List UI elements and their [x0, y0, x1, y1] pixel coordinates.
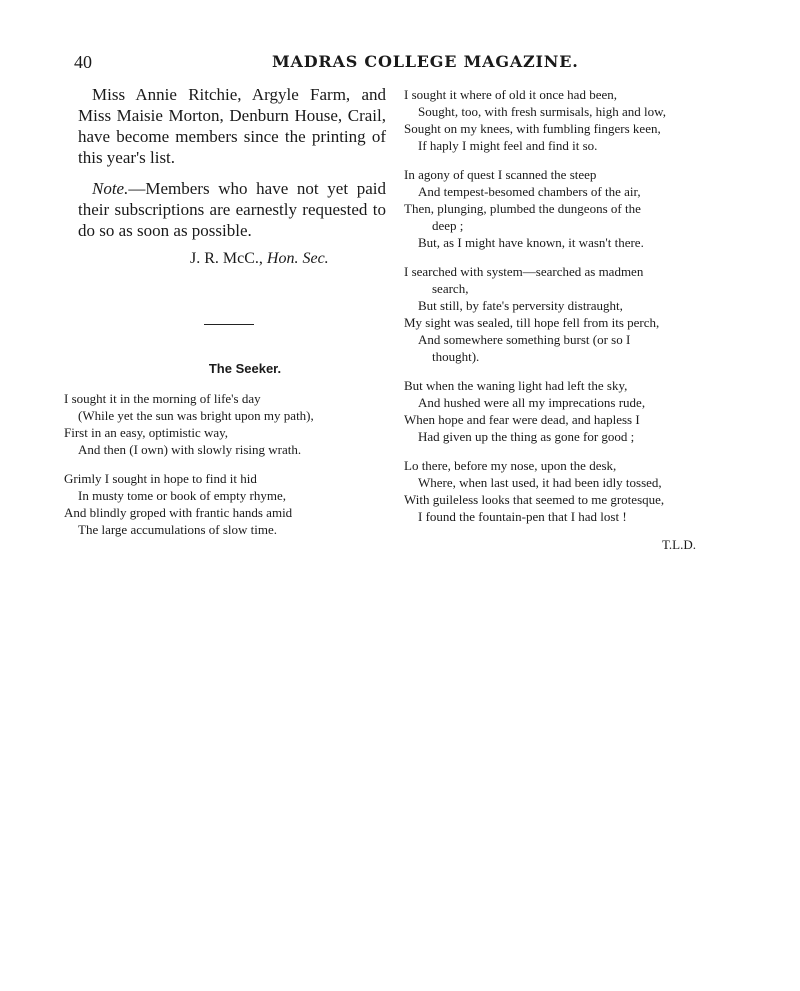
poem-line: Lo there, before my nose, upon the desk,: [404, 458, 617, 473]
signoff-title: Hon. Sec.: [266, 250, 329, 267]
section-divider: [204, 324, 254, 325]
poem-line: Grimly I sought in hope to find it hid: [64, 471, 257, 486]
poem-line: With guileless looks that seemed to me grotesque,: [404, 492, 665, 507]
poem-line: Then, plunging, plumbed the dungeons of the: [404, 201, 641, 216]
poem-line: thought).: [432, 349, 480, 364]
left-column: [64, 84, 386, 550]
poem-line: And hushed were all my imprecations rude,: [418, 395, 646, 410]
poem-line: search,: [432, 281, 469, 296]
members-paragraph: Miss Annie Ritchie, Argyle Farm, and Miss Maisie Morton, Denburn House, Crail, have become members since the printing of this year's list.: [78, 85, 386, 167]
poem-line: But still, by fate's perversity distraught,: [418, 298, 623, 313]
poem-line: I sought it where of old it once had been,: [404, 87, 617, 102]
poem-line: (While yet the sun was bright upon my path),: [78, 408, 314, 423]
poem-line: The large accumulations of slow time.: [78, 522, 278, 537]
poem-author: T.L.D.: [661, 537, 696, 552]
poem-stanza: [64, 470, 386, 538]
note-paragraph: [78, 178, 386, 241]
poem-line: When hope and fear were dead, and hapless I: [404, 412, 640, 427]
poem-line: And tempest-besomed chambers of the air,: [418, 184, 641, 199]
poem-line: And then (I own) with slowly rising wrath.: [78, 442, 302, 457]
poem-line: I found the fountain-pen that I had lost !: [418, 509, 627, 524]
poem-line: I searched with system—searched as madmen: [404, 264, 644, 279]
poem-line: In musty tome or book of empty rhyme,: [78, 488, 286, 503]
poem-stanza: [404, 86, 716, 154]
poem-line: deep ;: [432, 218, 464, 233]
poem-line: And somewhere something burst (or so I: [418, 332, 631, 347]
poem-line: But, as I might have known, it wasn't there.: [418, 235, 644, 250]
poem-line: I sought it in the morning of life's day: [64, 391, 261, 406]
poem-stanza: [404, 377, 716, 445]
poem-line: And blindly groped with frantic hands amid: [64, 505, 293, 520]
poem-line: Sought on my knees, with fumbling fingers keen,: [404, 121, 661, 136]
signoff: [78, 250, 386, 268]
poem-line: First in an easy, optimistic way,: [64, 425, 229, 440]
poem-stanza: [404, 263, 716, 365]
note-label: Note.: [92, 179, 129, 198]
poem-stanza: [404, 457, 716, 525]
poem-title: The Seeker.: [208, 361, 282, 376]
note-text: —Members who have not yet paid their subscriptions are earnestly requested to do so as soon as possible.: [78, 179, 386, 240]
poem-line: My sight was sealed, till hope fell from its perch,: [404, 315, 660, 330]
poem-line: Where, when last used, it had been idly tossed,: [418, 475, 662, 490]
poem-line: But when the waning light had left the sky,: [404, 378, 628, 393]
signoff-name: J. R. McC.,: [190, 250, 263, 267]
right-column: [404, 86, 716, 553]
poem-line: Sought, too, with fresh surmisals, high and low,: [418, 104, 666, 119]
poem-line: In agony of quest I scanned the steep: [404, 167, 597, 182]
poem-stanza: [64, 390, 386, 458]
poem-line: If haply I might feel and find it so.: [418, 138, 598, 153]
page-number: 40: [74, 52, 92, 72]
running-head: MADRAS COLLEGE MAGAZINE.: [272, 52, 579, 71]
poem-line: Had given up the thing as gone for good ;: [418, 429, 635, 444]
poem-stanza: [404, 166, 716, 251]
